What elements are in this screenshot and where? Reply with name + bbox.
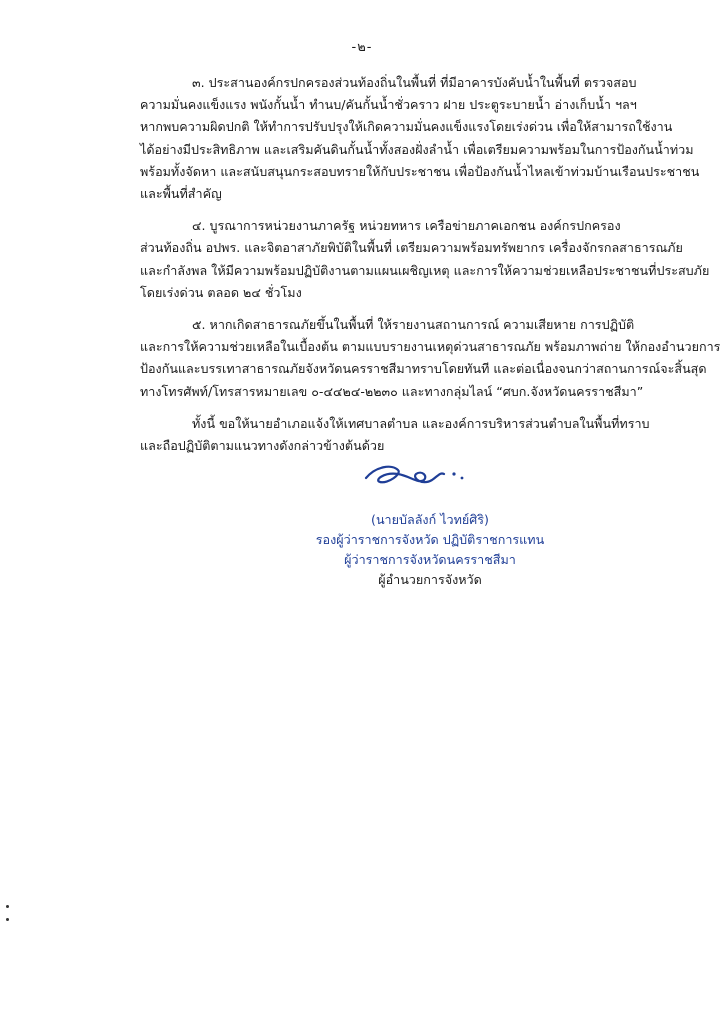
text-line: หากพบความผิดปกติ ให้ทำการปรับปรุงให้เกิดความมั่นคงแข็งแรงโดยเร่งด่วน เพื่อให้สามารถใช้งาน xyxy=(140,119,673,135)
text-line: ได้อย่างมีประสิทธิภาพ และเสริมคันดินกั้นน้ำทั้งสองฝั่งลำน้ำ เพื่อเตรียมความพร้อมในการป้องกันน้ำท่วม xyxy=(140,141,694,157)
text-line: ทั้งนี้ ขอให้นายอำเภอแจ้งให้เทศบาลตำบล และองค์การบริหารส่วนตำบลในพื้นที่ทราบ xyxy=(192,415,650,431)
signatory-position-2: ผู้ว่าราชการจังหวัดนครราชสีมา xyxy=(344,552,516,567)
text-line: และกำลังพล ให้มีความพร้อมปฏิบัติงานตามแผนเผชิญเหตุ และการให้ความช่วยเหลือประชาชนที่ประสบภัย xyxy=(140,262,710,278)
paragraph-item-5 xyxy=(140,314,721,403)
text-line: ความมั่นคงแข็งแรง พนังกั้นน้ำ ทำนบ/คันกั้นน้ำชั่วคราว ฝาย ประตูระบายน้ำ อ่างเก็บน้ำ ฯลฯ xyxy=(140,97,637,113)
handwritten-signature xyxy=(358,456,478,496)
paragraph-item-4 xyxy=(140,215,710,304)
text-line: ป้องกันและบรรเทาสาธารณภัยจังหวัดนครราชสีมาทราบโดยทันที และต่อเนื่องจนกว่าสถานการณ์จะสิ้นสุด xyxy=(140,361,707,377)
text-line: ทางโทรศัพท์/โทรสารหมายเลข ๐-๔๔๒๔-๒๒๓๐ และทางกลุ่มไลน์ “ศบก.จังหวัดนครราชสีมา” xyxy=(140,383,644,399)
paragraph-item-3 xyxy=(140,72,700,205)
paragraph-closing xyxy=(140,413,650,457)
text-line: และการให้ความช่วยเหลือในเบื้องต้น ตามแบบรายงานเหตุด่วนสาธารณภัย พร้อมภาพถ่าย ให้กองอำนวยการ xyxy=(140,339,721,355)
text-line: ๔. บูรณาการหน่วยงานภาครัฐ หน่วยทหาร เครือข่ายภาคเอกชน องค์กรปกครอง xyxy=(192,218,621,234)
letter-body xyxy=(140,72,721,467)
text-line: พร้อมทั้งจัดหา และสนับสนุนกระสอบทรายให้กับประชาชน เพื่อป้องกันน้ำไหลเข้าท่วมบ้านเรือนประชาชน xyxy=(140,163,700,179)
text-line: ส่วนท้องถิ่น อปพร. และจิตอาสาภัยพิบัติในพื้นที่ เตรียมความพร้อมทรัพยากร เครื่องจักรกลสาธารณภัย xyxy=(140,240,683,256)
scan-speck xyxy=(6,905,9,908)
signature-block xyxy=(300,510,560,590)
signatory-name: (นายบัลลังก์ ไวทย์ศิริ) xyxy=(371,512,489,527)
signatory-position: รองผู้ว่าราชการจังหวัด ปฏิบัติราชการแทน xyxy=(315,532,545,547)
scan-speck xyxy=(6,918,9,921)
text-line: ๕. หากเกิดสาธารณภัยขึ้นในพื้นที่ ให้รายงานสถานการณ์ ความเสียหาย การปฏิบัติ xyxy=(192,317,635,333)
signatory-role: ผู้อำนวยการจังหวัด xyxy=(378,572,482,587)
text-line: โดยเร่งด่วน ตลอด ๒๔ ชั่วโมง xyxy=(140,284,302,300)
text-line: ๓. ประสานองค์กรปกครองส่วนท้องถิ่นในพื้นที่ ที่มีอาคารบังคับน้ำในพื้นที่ ตรวจสอบ xyxy=(192,75,637,90)
text-line: และถือปฏิบัติตามแนวทางดังกล่าวข้างต้นด้วย xyxy=(140,438,385,454)
page-number: -๒- xyxy=(351,40,373,55)
text-line: และพื้นที่สำคัญ xyxy=(140,186,222,202)
